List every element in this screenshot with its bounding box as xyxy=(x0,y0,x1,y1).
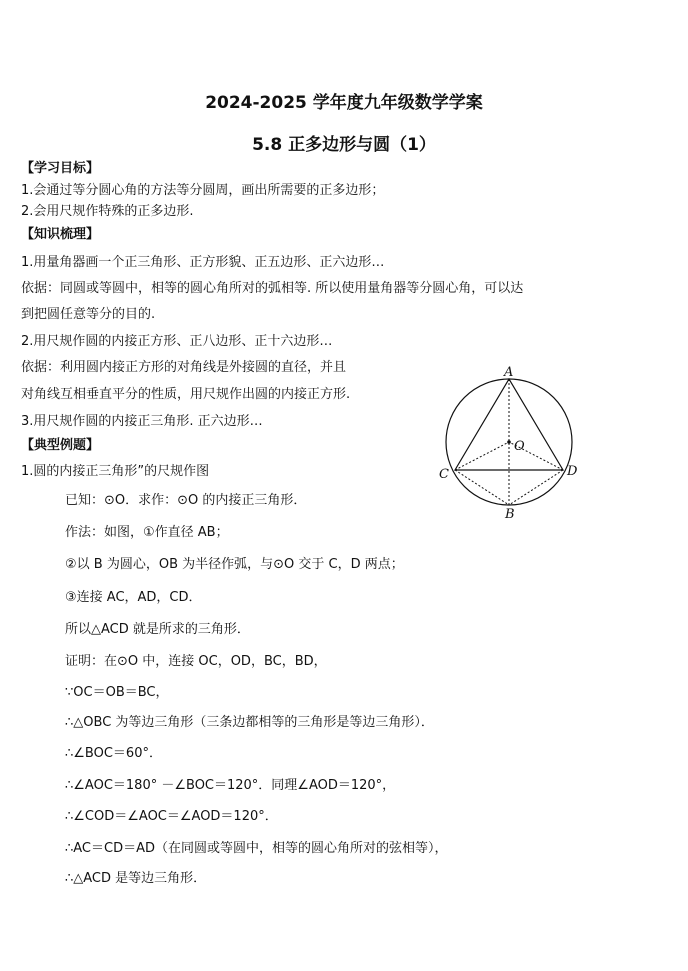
document-subtitle: 5.8 正多边形与圆（1） xyxy=(252,135,436,155)
label-o: O xyxy=(514,439,525,454)
review-line: 1.用量角器画一个正三角形、正方形貌、正五边形、正六边形… xyxy=(21,255,385,270)
example-line: ③连接 AC，AD，CD． xyxy=(65,590,202,605)
example-line: ②以 B 为圆心，OB 为半径作弧，与⊙O 交于 C，D 两点； xyxy=(65,557,404,572)
example-line: ∴△ACD 是等边三角形． xyxy=(65,871,207,886)
document-title: 2024-2025 学年度九年级数学学案 xyxy=(205,93,483,113)
example-line: 所以△ACD 就是所求的三角形． xyxy=(65,622,250,637)
example-line: ∴∠AOC＝180° －∠BOC＝120°．同理∠AOD＝120°， xyxy=(65,778,396,793)
example-line: 作法：如图，①作直径 AB； xyxy=(65,525,229,540)
label-d: D xyxy=(567,464,578,479)
review-line: 依据：利用圆内接正方形的对角线是外接圆的直径，并且 xyxy=(21,360,347,375)
example-line: ∵OC＝OB＝BC， xyxy=(65,685,169,700)
label-c: C xyxy=(439,467,449,482)
example-heading: 【典型例题】 xyxy=(21,438,100,453)
goal-item: 1.会通过等分圆心角的方法等分圆周，画出所需要的正多边形； xyxy=(21,183,385,198)
review-line: 依据：同圆或等圆中，相等的圆心角所对的弧相等. 所以使用量角器等分圆心角，可以达 xyxy=(21,281,524,296)
label-b: B xyxy=(505,507,515,522)
example-line: ∴AC＝CD＝AD（在同圆或等圆中，相等的圆心角所对的弦相等）， xyxy=(65,841,448,856)
goal-item: 2.会用尺规作特殊的正多边形. xyxy=(21,204,194,219)
segment-bc xyxy=(455,470,509,505)
example-line: ∴∠COD＝∠AOC＝∠AOD＝120°． xyxy=(65,809,278,824)
review-line: 到把圆任意等分的目的. xyxy=(21,307,156,322)
example-line: 1.圆的内接正三角形”的尺规作图 xyxy=(21,464,210,479)
review-line: 对角线互相垂直平分的性质，用尺规作出圆的内接正方形. xyxy=(21,387,351,402)
example-line: 证明：在⊙O 中，连接 OC，OD，BC，BD， xyxy=(65,654,327,669)
label-a: A xyxy=(504,365,514,380)
review-line: 3.用尺规作圆的内接正三角形. 正六边形… xyxy=(21,414,263,429)
inscribed-triangle-figure xyxy=(430,360,600,525)
review-line: 2.用尺规作圆的内接正方形、正八边形、正十六边形… xyxy=(21,334,333,349)
segment-bd xyxy=(509,470,563,505)
example-line: ∴△OBC 为等边三角形（三条边都相等的三角形是等边三角形）． xyxy=(65,715,434,730)
goals-heading: 【学习目标】 xyxy=(21,161,100,176)
example-line: ∴∠BOC＝60°． xyxy=(65,746,162,761)
review-heading: 【知识梳理】 xyxy=(21,227,100,242)
center-point xyxy=(507,440,511,444)
example-line: 已知：⊙O．求作：⊙O 的内接正三角形． xyxy=(65,493,307,508)
